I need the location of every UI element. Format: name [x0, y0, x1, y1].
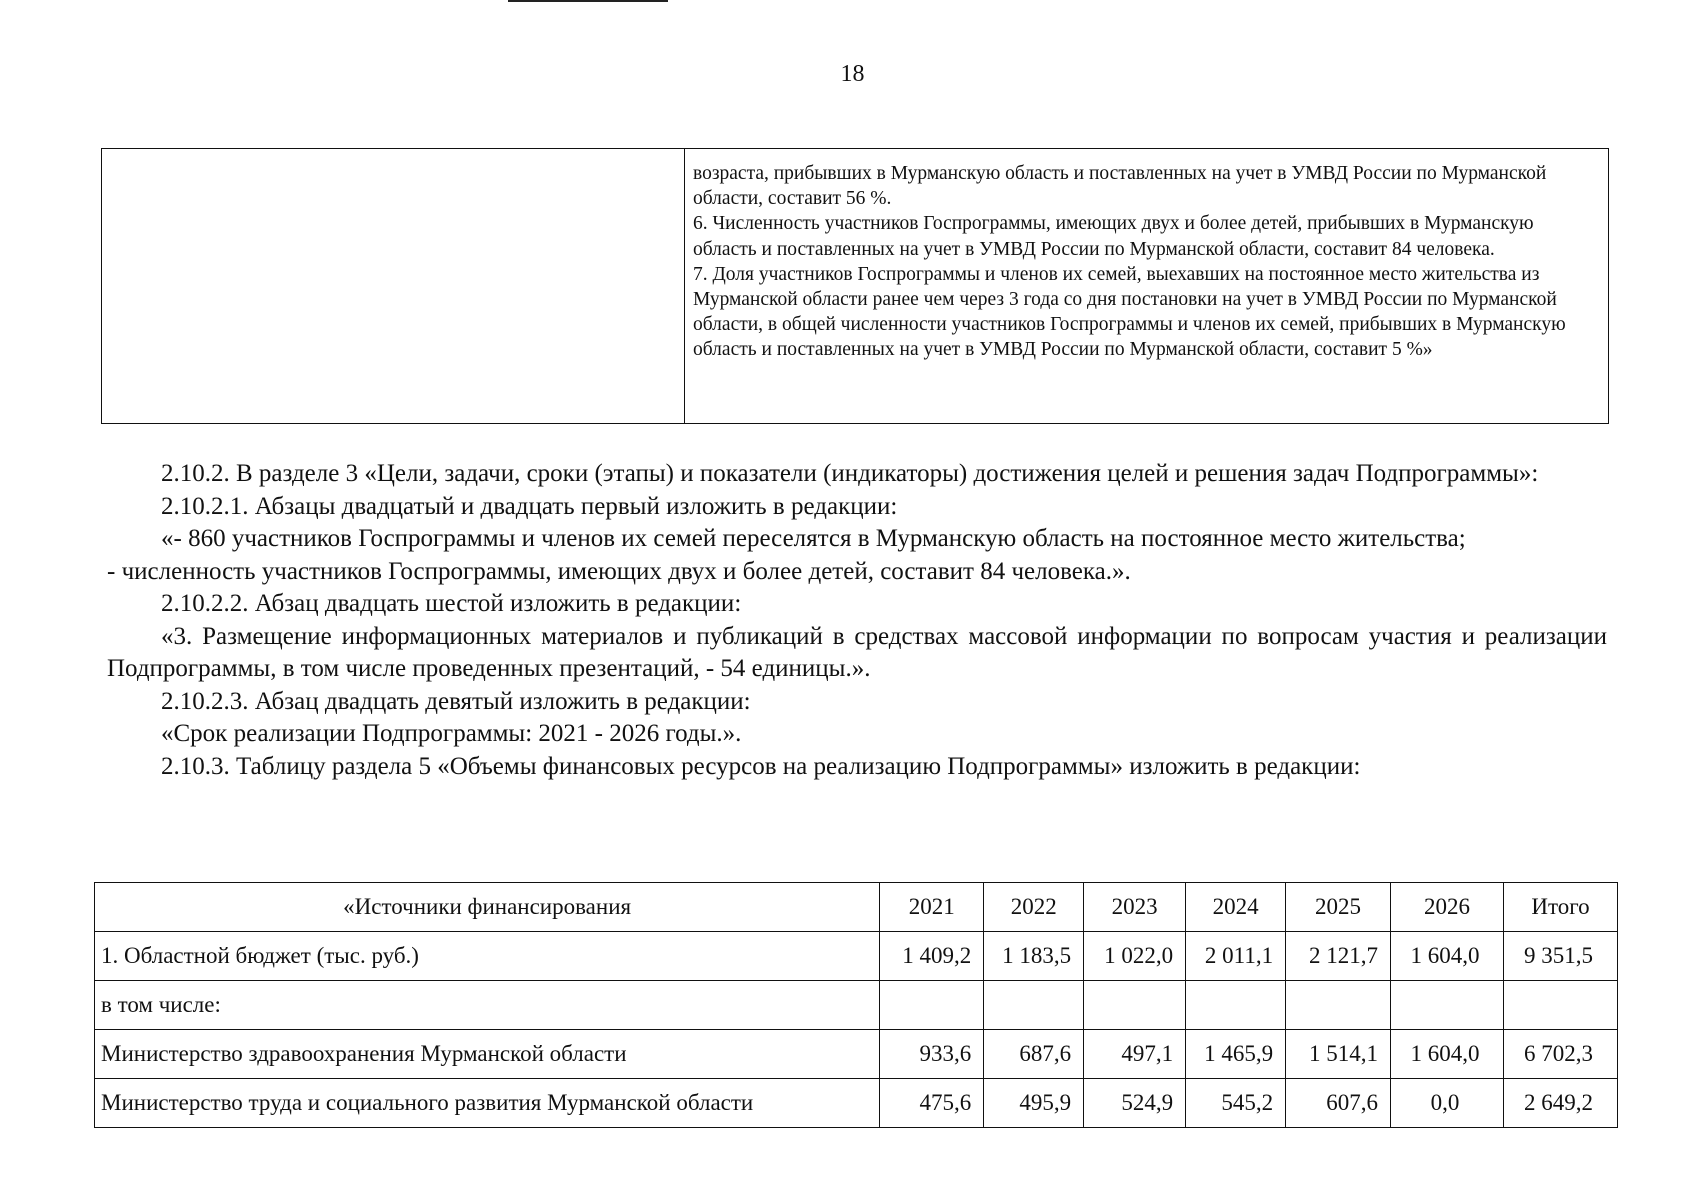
- quoted-paragraph-term: «Срок реализации Подпрограммы: 2021 - 2026 годы.».: [161, 720, 742, 747]
- quoted-paragraph-publications: «3. Размещение информационных материалов и публикаций в средствах массовой информации по вопросам участия и реализации Подпрограммы, в том числе проведенных презентаций, - 54 единицы.».: [107, 622, 1607, 682]
- header-2023: 2023: [1084, 883, 1186, 932]
- cell-2022: 495,9: [984, 1079, 1084, 1128]
- cell-2025: 1 514,1: [1286, 1030, 1391, 1079]
- indicator-paragraph-6: 6. Численность участников Госпрограммы, имеющих двух и более детей, прибывших в Мурманскую область и поставленных на учет в УМВД России по Мурманской области, составит 84 человека.: [693, 213, 1534, 260]
- indicator-paragraph-continued: возраста, прибывших в Мурманскую область и поставленных на учет в УМВД России по Мурманской области, составит 56 %.: [693, 163, 1547, 210]
- page-number: 18: [840, 61, 865, 87]
- cell-2023: 524,9: [1084, 1079, 1186, 1128]
- table-row-regional-budget: [95, 932, 1618, 981]
- header-2026: 2026: [1391, 883, 1504, 932]
- cell-2022: 687,6: [984, 1030, 1084, 1079]
- cell-2021: 475,6: [880, 1079, 984, 1128]
- cell-2021: [880, 981, 984, 1030]
- header-2025: 2025: [1286, 883, 1391, 932]
- header-sources: «Источники финансирования: [95, 883, 880, 932]
- cell-2026: [1391, 981, 1504, 1030]
- row-label: 1. Областной бюджет (тыс. руб.): [95, 932, 880, 981]
- cell-2021: 933,6: [880, 1030, 984, 1079]
- indicator-paragraph-7: 7. Доля участников Госпрограммы и членов их семей, выехавших на постоянное место жительства из Мурманской области ранее чем через 3 года со дня постановки на учет в УМВД России по Мурманской области, в общей численности участников Госпрограммы и членов их семей, прибывших в Мурманскую область и поставленных на учет в УМВД России по Мурманской области, составит 5 %»: [693, 263, 1566, 361]
- paragraph-2-10-2-2: 2.10.2.2. Абзац двадцать шестой изложить в редакции:: [161, 590, 742, 617]
- header-total: Итого: [1503, 883, 1617, 932]
- financing-table-header-row: [95, 883, 1618, 932]
- cell-total: 2 649,2: [1503, 1079, 1617, 1128]
- table-row-including: [95, 981, 1618, 1030]
- cell-2025: 2 121,7: [1286, 932, 1391, 981]
- financing-table: [94, 882, 1618, 1128]
- amendment-text: [107, 458, 1607, 783]
- cell-2026: 1 604,0: [1391, 1030, 1504, 1079]
- quoted-paragraph-860-participants: «- 860 участников Госпрограммы и членов их семей переселятся в Мурманскую область на постоянное место жительства;: [161, 525, 1466, 552]
- top-edge-mark: [508, 0, 668, 2]
- table-row-health-ministry: [95, 1030, 1618, 1079]
- cell-2023: [1084, 981, 1186, 1030]
- continuation-table-left-cell: [102, 149, 685, 424]
- paragraph-2-10-2-1: 2.10.2.1. Абзацы двадцатый и двадцать первый изложить в редакции:: [161, 492, 898, 520]
- cell-2023: 1 022,0: [1084, 932, 1186, 981]
- header-2022: 2022: [984, 883, 1084, 932]
- paragraph-2-10-2: 2.10.2. В разделе 3 «Цели, задачи, сроки (этапы) и показатели (индикаторы) достижения целей и решения задач Подпрограммы»:: [161, 460, 1539, 487]
- cell-2025: [1286, 981, 1391, 1030]
- cell-2024: [1186, 981, 1286, 1030]
- cell-total: [1503, 981, 1617, 1030]
- row-label: Министерство труда и социального развития Мурманской области: [95, 1079, 880, 1128]
- cell-2023: 497,1: [1084, 1030, 1186, 1079]
- header-2021: 2021: [880, 883, 984, 932]
- cell-2026: 0,0: [1391, 1079, 1504, 1128]
- cell-2022: 1 183,5: [984, 932, 1084, 981]
- cell-2026: 1 604,0: [1391, 932, 1504, 981]
- header-2024: 2024: [1186, 883, 1286, 932]
- cell-2022: [984, 981, 1084, 1030]
- row-label: в том числе:: [95, 981, 880, 1030]
- cell-2024: 2 011,1: [1186, 932, 1286, 981]
- paragraph-2-10-3: 2.10.3. Таблицу раздела 5 «Объемы финансовых ресурсов на реализацию Подпрограммы» изложить в редакции:: [161, 752, 1361, 780]
- paragraph-2-10-2-3: 2.10.2.3. Абзац двадцать девятый изложить в редакции:: [161, 687, 751, 715]
- continuation-table-row: [102, 149, 1609, 424]
- quoted-paragraph-84-people: - численность участников Госпрограммы, имеющих двух и более детей, составит 84 человека.».: [107, 557, 1131, 585]
- cell-2024: 1 465,9: [1186, 1030, 1286, 1079]
- row-label: Министерство здравоохранения Мурманской области: [95, 1030, 880, 1079]
- cell-total: 6 702,3: [1503, 1030, 1617, 1079]
- cell-2024: 545,2: [1186, 1079, 1286, 1128]
- continuation-table: [101, 148, 1609, 424]
- cell-2025: 607,6: [1286, 1079, 1391, 1128]
- cell-2021: 1 409,2: [880, 932, 984, 981]
- table-row-labour-ministry: [95, 1079, 1618, 1128]
- continuation-table-right-cell: [685, 149, 1609, 424]
- cell-total: 9 351,5: [1503, 932, 1617, 981]
